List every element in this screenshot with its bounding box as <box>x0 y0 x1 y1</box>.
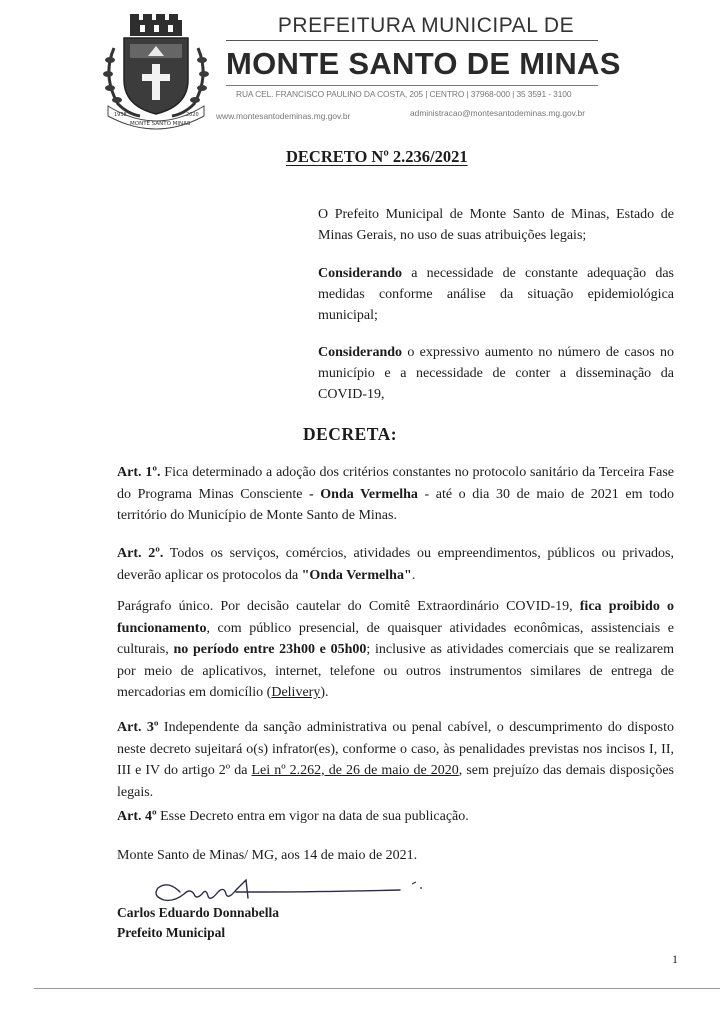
letterhead-website: www.montesantodeminas.mg.gov.br <box>216 111 351 121</box>
page-bottom-border <box>34 988 720 989</box>
article-3 <box>117 717 674 803</box>
article-label: Art. 2º. <box>117 546 164 561</box>
article-text: , sem prejuízo das demais disposições legais. <box>117 763 674 800</box>
signatory-role: Prefeito Municipal <box>117 925 226 940</box>
article-text: - até o dia 30 de maio de 2021 em todo território do Município de Monte Santo de Minas. <box>117 486 674 523</box>
article-text: Esse Decreto entra em vigor na data de sua publicação. <box>156 809 469 824</box>
article-text: , com público presencial, de quaisquer atividades econômicas, assistenciais e culturais, <box>117 620 674 657</box>
preamble-text: O Prefeito Municipal de Monte Santo de Minas, Estado de Minas Gerais, no uso de suas atribuições legais; <box>318 207 674 243</box>
crest-year-right: 2020 <box>186 112 199 118</box>
preamble-text: o expressivo aumento no número de casos no município e a necessidade de conter a disseminação da COVID-19, <box>318 345 674 402</box>
article-text: Fica determinado a adoção dos critérios constantes no protocolo sanitário da Terceira Fase do Programa Minas Consciente <box>117 465 675 502</box>
paragrafo-unico <box>117 596 674 704</box>
letterhead-email: administracao@montesantodeminas.mg.gov.br <box>410 108 585 118</box>
place-and-date: Monte Santo de Minas/ MG, aos 14 de maio de 2021. <box>117 848 418 863</box>
article-1 <box>117 462 674 527</box>
article-emphasis: fica proibido o funcionamento <box>117 599 674 636</box>
signatory-name: Carlos Eduardo Donnabella <box>117 905 280 920</box>
article-text: Todos os serviços, comércios, atividades ou empreendimentos, públicos ou privados, deverão aplicar os protocolos da <box>117 546 674 583</box>
article-text: Independente da sanção administrativa ou penal cabível, o descumprimento do disposto neste decreto sujeitará o(s) infrator(es), conforme o caso, às penalidades previstas nos incisos I, II, III e IV do artigo 2º da <box>117 720 674 778</box>
municipal-crest-icon <box>100 14 212 130</box>
letterhead-title: PREFEITURA MUNICIPAL DE <box>277 14 575 37</box>
letterhead-address: RUA CEL. FRANCISCO PAULINO DA COSTA, 205 | CENTRO | 37968-000 | 35 3591 - 3100 <box>236 89 572 99</box>
page-number: 1 <box>672 952 678 966</box>
article-label: Art. 1º. <box>117 465 161 480</box>
article-text: Parágrafo único. Por decisão cautelar do Comitê Extraordinário COVID-19, <box>117 599 580 614</box>
preamble-lead: Considerando <box>318 345 403 360</box>
letterhead-municipality: MONTE SANTO DE MINAS <box>226 46 621 81</box>
article-2 <box>117 543 674 586</box>
preamble-lead: Considerando <box>318 266 403 281</box>
letterhead-divider <box>226 40 598 41</box>
letterhead-divider-2 <box>226 85 598 86</box>
article-emphasis: no período entre 23h00 e 05h00 <box>173 642 367 657</box>
article-emphasis: "Onda Vermelha" <box>301 567 412 583</box>
preamble-text: a necessidade de constante adequação das medidas conforme análise da situação epidemiológica municipal; <box>318 266 674 323</box>
article-emphasis: - Onda Vermelha <box>309 486 418 502</box>
decreta-heading: DECRETA: <box>303 424 398 444</box>
article-label: Art. 3º <box>117 720 159 735</box>
article-underlined: Delivery <box>271 685 321 700</box>
preamble-paragraph <box>318 263 674 326</box>
article-text: . <box>411 567 416 583</box>
decree-title: DECRETO Nº 2.236/2021 <box>286 147 468 166</box>
article-text: ; inclusive as atividades comerciais que se realizarem por meio de aplicativos, internet, telefone ou outros instrumentos similares de entrega de mercadorias em domicílio ( <box>117 642 674 700</box>
law-reference: Lei nº 2.262, de 26 de maio de 2020 <box>251 763 459 778</box>
preamble-paragraph <box>318 204 674 246</box>
crest-year-left: 1938 <box>114 112 127 118</box>
article-4 <box>117 806 674 828</box>
article-text: ). <box>320 685 329 700</box>
preamble-paragraph <box>318 342 674 405</box>
article-label: Art. 4º <box>117 809 157 824</box>
crest-motto: MONTE SANTO MINAS <box>130 121 191 127</box>
